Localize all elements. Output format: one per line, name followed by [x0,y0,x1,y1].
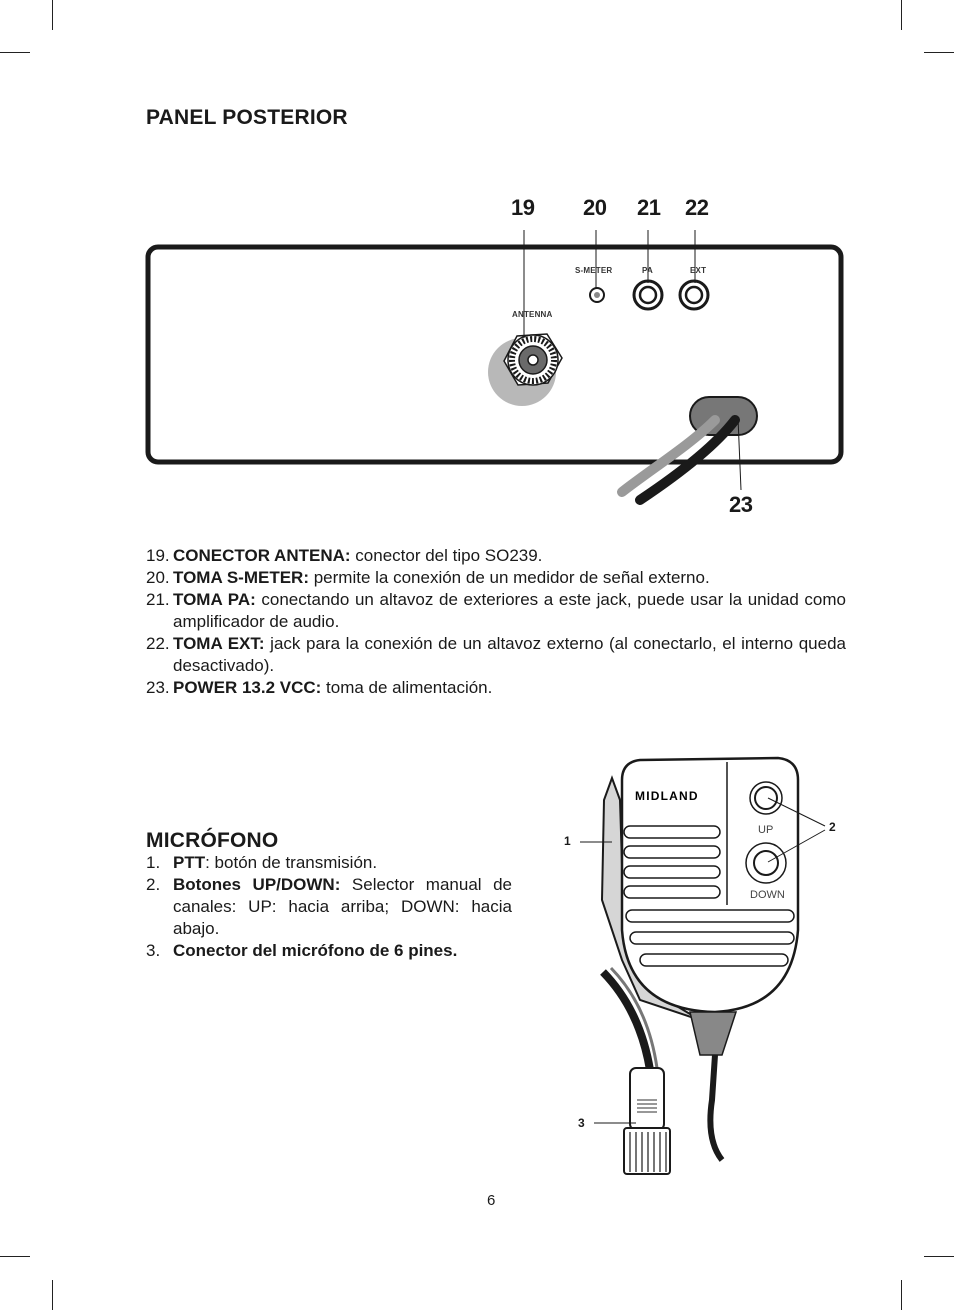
antenna-label: ANTENNA [512,310,553,319]
down-label: DOWN [750,889,785,901]
list-item: 3. Conector del micrófono de 6 pines. [146,941,458,960]
list-item: 22. TOMA EXT: jack para la conexión de un altavoz externo (al conectarlo, el interno queda desactivado). [146,634,846,675]
callout-20: 20 [583,195,607,220]
microphone-title: MICRÓFONO [146,829,279,852]
mic-strain-relief [690,1012,736,1055]
mic-callout-3: 3 [578,1116,585,1130]
list-item: 2. Botones UP/DOWN: Selector manual de canales: UP: hacia arriba; DOWN: hacia abajo. [146,875,512,938]
ext-label: EXT [690,266,707,275]
callout-21: 21 [637,195,661,220]
list-item: 23. POWER 13.2 VCC: toma de alimentación. [146,678,493,697]
list-item: 21. TOMA PA: conectando un altavoz de exteriores a este jack, puede usar la unidad como amplificador de audio. [146,590,846,631]
list-item: 20. TOMA S-METER: permite la conexión de un medidor de señal externo. [146,568,710,587]
callout-23: 23 [729,492,753,517]
up-label: UP [758,824,774,836]
list-item: 19. CONECTOR ANTENA: conector del tipo SO239. [146,546,543,565]
s-meter-label: S-METER [575,266,613,275]
list-item: 1. PTT: botón de transmisión. [146,853,378,872]
mic-connector [630,1068,664,1130]
page-number: 6 [487,1192,496,1209]
midland-logo: MIDLAND [635,789,699,803]
callout-19: 19 [511,195,535,220]
mic-callout-1: 1 [564,834,571,848]
callout-22: 22 [685,195,709,220]
mic-cable [710,1055,722,1160]
pa-label: PA [642,266,653,275]
rear-panel-title: PANEL POSTERIOR [146,106,348,129]
mic-callout-2: 2 [829,820,836,834]
